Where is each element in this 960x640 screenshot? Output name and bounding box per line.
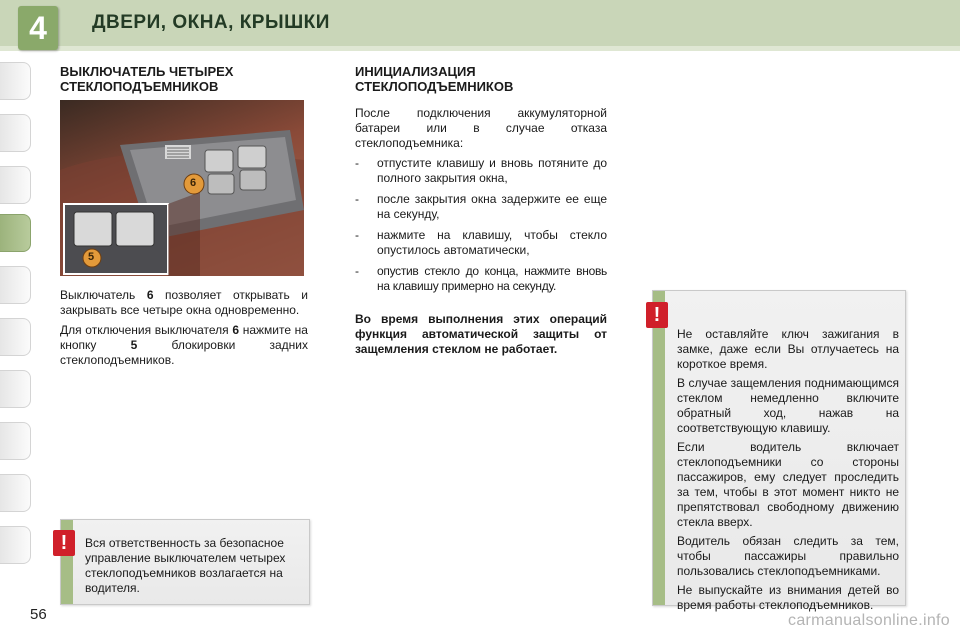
chapter-tab-3[interactable]: [0, 166, 31, 204]
text-run: Выключатель: [60, 288, 147, 302]
dash: -: [355, 156, 359, 170]
warning-accent-bar: [653, 291, 665, 605]
header-underline: [0, 46, 960, 51]
middle-heading-line-1: ИНИЦИАЛИЗАЦИЯ: [355, 64, 476, 79]
callout-label-5: 5: [88, 251, 95, 263]
chapter-tab-7[interactable]: [0, 370, 31, 408]
text-run: нажмите на кнопку: [60, 323, 308, 352]
dash: -: [355, 228, 359, 242]
ref-6: 6: [146, 288, 154, 302]
warning-icon: !: [53, 530, 75, 556]
callout-label-6: 6: [190, 177, 197, 189]
watermark: carmanualsonline.info: [788, 612, 950, 629]
step-2: [355, 192, 607, 222]
chapter-tab-5[interactable]: [0, 266, 31, 304]
left-body: [60, 288, 308, 373]
left-heading-block: [60, 64, 310, 94]
middle-intro: После подключения аккумуляторной батареи или в случае отказа стеклоподъемника:: [355, 106, 607, 150]
left-paragraph-1: [60, 288, 308, 318]
step-text: после закрытия окна задержите ее еще на секунду,: [377, 192, 607, 221]
step-4: [355, 264, 607, 294]
step-3: [355, 228, 607, 258]
chapter-tab-6[interactable]: [0, 318, 31, 356]
chapter-tab-1[interactable]: [0, 62, 31, 100]
chapter-tab-8[interactable]: [0, 422, 31, 460]
chapter-tab-2[interactable]: [0, 114, 31, 152]
step-1: [355, 156, 607, 186]
window-switch-illustration: [60, 100, 304, 276]
page-number: 56: [30, 606, 47, 623]
warning-paragraph-5: Не выпускайте из внимания детей во время работы стеклоподъемников.: [677, 583, 899, 612]
window-switch-photo: [60, 100, 304, 276]
warning-paragraph-4: Водитель обязан следить за тем, чтобы пассажиры правильно пользовались стеклоподъемниками.: [677, 534, 899, 578]
warning-text: Вся ответственность за безопасное управление выключателем четырех стеклоподъемников возлагается на водителя.: [85, 536, 286, 595]
chapter-tab-10[interactable]: [0, 526, 31, 564]
warning-icon: !: [646, 302, 668, 328]
step-text: опустив стекло до конца, нажмите вновь на клавишу примерно на секунду.: [377, 264, 607, 293]
chapter-tab-4-active[interactable]: [0, 214, 31, 252]
page-title: ДВЕРИ, ОКНА, КРЫШКИ: [92, 12, 330, 33]
middle-column: [355, 64, 607, 362]
safety-warning-text: [677, 327, 899, 617]
middle-note: Во время выполнения этих операций функция автоматической защиты от защемления стеклом не работает.: [355, 312, 607, 356]
dash: -: [355, 192, 359, 206]
dash: -: [355, 264, 359, 278]
ref-6: 6: [232, 323, 240, 337]
initialization-steps: [355, 156, 607, 294]
left-paragraph-2: [60, 323, 308, 368]
ref-5: 5: [130, 338, 138, 352]
step-text: нажмите на клавишу, чтобы стекло опустилось автоматически,: [377, 228, 607, 257]
chapter-tab-9[interactable]: [0, 474, 31, 512]
chapter-tabs: [0, 62, 30, 577]
chapter-badge: 4: [18, 6, 58, 50]
warning-paragraph-1: Не оставляйте ключ зажигания в замке, даже если Вы отлучаетесь на короткое время.: [677, 327, 899, 371]
text-run: позволяет открывать и закрывать все четыре окна одновременно.: [60, 288, 308, 317]
warning-paragraph-3: Если водитель включает стеклоподъемники со стороны пассажиров, ему следует проследить за тем, чтобы в этот момент никто не препятствовал свободному движению стекла вверх.: [677, 440, 899, 529]
warning-paragraph-2: В случае защемления поднимающимся стеклом немедленно включите обратный ход, нажав на соответствующую клавишу.: [677, 376, 899, 435]
driver-responsibility-warning: [60, 519, 310, 605]
step-text: отпустите клавишу и вновь потяните до полного закрытия окна,: [377, 156, 607, 185]
text-run: блокировки задних стеклоподъемников.: [60, 338, 308, 367]
middle-heading-line-2: СТЕКЛОПОДЪЕМНИКОВ: [355, 79, 514, 94]
safety-warning-box: [652, 290, 906, 612]
left-heading-line-1: ВЫКЛЮЧАТЕЛЬ ЧЕТЫРЕХ: [60, 64, 234, 79]
left-heading-line-2: СТЕКЛОПОДЪЕМНИКОВ: [60, 79, 219, 94]
text-run: Для отключения выключателя: [60, 323, 233, 337]
